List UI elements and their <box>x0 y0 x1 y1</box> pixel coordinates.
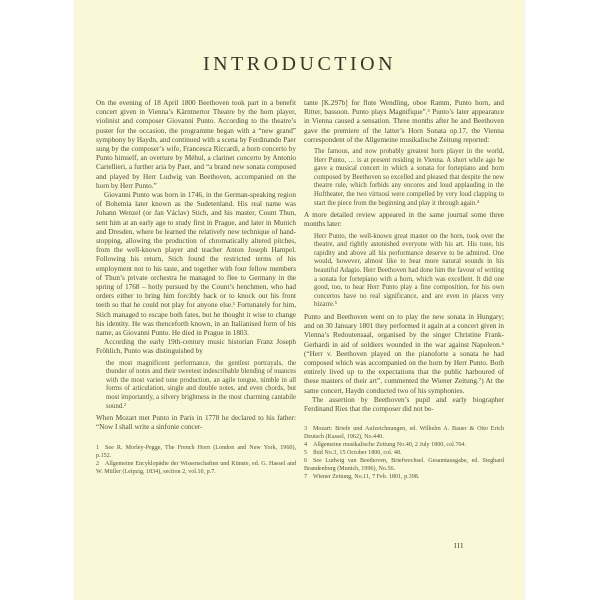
footnotes-right <box>304 425 504 481</box>
paragraph: On the evening of 18 April 1800 Beethoven took part in a benefit concert given in Vienna’s Kärntnertor Theatre by the horn player, violinist and composer Giovanni Punto. According to the theatre’s poster for the occasion, the programme began with a “new grand” symphony by Haydn, and continued with a scena by Ferdinando Paer sung by the composer’s wife, Francesca Riccardi, a horn concerto by Punto himself, an overture by Méhul, a clarinet concerto by Antonio Cartellieri, a further aria by Paer, and “a brand new sonata composed and played by Herr Ludwig van Beethoven, accompanied on the horn by Herr Punto.” <box>96 99 296 190</box>
footnote-number: 4 <box>304 442 308 449</box>
footnote-number: 7 <box>304 474 308 481</box>
footnotes-left <box>96 444 296 476</box>
footnote-item <box>304 457 504 473</box>
footnote-number: 1 <box>96 444 100 451</box>
block-quote: Herr Punto, the well-known great master on the horn, took over the theatre, and rightly astonished everyone with his art. His tone, his rapidity and above all his performance deserve to be admired. One would, however, almost like to hear more natural sounds in his beautiful Adagio. Herr Beethoven had done him the favour of writing a sonata for fortepiano with a horn, which was excellent. It did one good, too, to hear Herr Punto play a fine composition, for his own concertos have no real significance, and are even in places very bizarre.⁵ <box>314 232 504 309</box>
left-column <box>96 99 296 481</box>
paragraph: A more detailed review appeared in the same journal some three months later: <box>304 211 504 229</box>
footnote-item <box>96 460 296 476</box>
page-title: INTRODUCTION <box>202 53 397 75</box>
footnote-text: Mozart: Briefe und Aufzeichnungen, ed. Wilhelm A. Bauer & Otto Erich Deutsch (Kassel, 1962), No.440. <box>304 426 504 441</box>
footnote-item <box>96 444 296 460</box>
page-number: III <box>454 541 464 550</box>
footnote-number: 5 <box>304 450 308 457</box>
footnote-item <box>304 425 504 441</box>
footnote-number: 3 <box>304 426 308 433</box>
footnote-number: 6 <box>304 458 308 465</box>
footnote-item <box>304 441 504 449</box>
paragraph: When Mozart met Punto in Paris in 1778 he declared to his father: “Now I shall write a sinfonie concer- <box>96 414 296 432</box>
footnote-text: Ibid No.3, 15 October 1800, col. 48. <box>313 450 402 457</box>
paragraph: tante [K.297b] for flute Wendling, oboe Ramm, Punto horn, and Ritter, bassoon. Punto plays Magnifique”.³ Punto’s later appearance in Vienna caused a sensation. Three months after he and Beethoven gave the premiere of the latter’s Horn Sonata op.17, the Vienna correspondent of the Allgemeine musikalische Zeitung reported: <box>304 99 504 144</box>
block-quote: The famous, and now probably greatest horn player in the world, Herr Punto, … is at present residing in Vienna. A short while ago he gave a musical concert in which a sonata for fortepiano and horn composed by Beethoven so excelled and pleased that despite the new theatre rule, which forbids any encores and loud applauding in the Hoftheater, the two virtuosi were compelled by very loud clapping to start the piece from the beginning and play it through again.⁴ <box>314 148 504 207</box>
footnote-text: See R. Morley-Pegge, The French Horn (London and New York, 1960), p.152. <box>96 444 296 459</box>
paragraph: Giovanni Punto was born in 1746, in the German-speaking region of Bohemia later known as the Sudetenland. His real name was Johann Wenzel (or Jan Václav) Stich, and his master, Count Thun, sent him at an early age to study first in Prague, and later in Munich and Dresden, where he learned the relatively new technique of hand-stopping, allowing the production of chromatically altered pitches, from the well-known player and teacher Anton Joseph Hampel. Following his return, Stich found the restricted terms of his employment not to his taste, and together with four fellow members of Thun’s private orchestra he managed to flee to Germany in the spring of 1768 – hotly pursued by the Count’s henchmen, who had orders either to bring him forcibly back or to knock out his front teeth so that he could not play for anyone else.¹ Fortunately for him, Stich managed to escape both fates, but he thought it wise to change his identity. He was thenceforth known, in an Italianised form of his name, as Giovanni Punto. He died in Prague in 1803. <box>96 191 296 338</box>
paragraph: According the early 19th-century music historian Franz Joseph Fröhlich, Punto was distinguished by <box>96 338 296 356</box>
book-page <box>75 0 524 600</box>
footnote-text: Wiener Zeitung, No.11, 7 Feb. 1801, p.398. <box>313 474 420 481</box>
block-quote: the most magnificent performance, the gentlest portrayals, the thunder of notes and their sweetest indescribable blending of nuances with the most varied tone production, an agile tongue, nimble in all forms of articulation, single and double notes, and even chords, but most importantly, a silvery brightness in the most charming cantabile sound.² <box>106 359 296 410</box>
footnote-text: Allgemeine Encyklopädie der Wissenschaften und Künste, ed. G. Hassel and W. Müller (Leipzig, 1834), section 2, vol.10, p.7. <box>96 460 296 475</box>
paragraph: Punto and Beethoven went on to play the new sonata in Hungary; and on 30 January 1801 they performed it again at a concert given in Vienna’s Redoutensaal, organised by the singer Christine Frank-Gerhardi in aid of soldiers wounded in the war against Napoleon.⁶ (“Herr v. Beethoven played on the pianoforte a sonata he had composed which was accompanied on the horn by Herr Punto. Both entirely lived up to the expectations that the public harboured of these masters of their art”, commented the Wiener Zeitung.⁷) At the same concert, Haydn conducted two of his symphonies. <box>304 312 504 395</box>
right-column <box>304 99 504 481</box>
footnote-item <box>304 473 504 481</box>
text-columns <box>96 99 504 481</box>
footnote-text: Allgemeine musikalische Zeitung No.40, 2 July 1800, col.704. <box>313 442 466 449</box>
paragraph: The assertion by Beethoven’s pupil and early biographer Ferdinand Ries that the composer did not be- <box>304 395 504 413</box>
footnote-item <box>304 449 504 457</box>
footnote-number: 2 <box>96 460 100 467</box>
footnote-text: See Ludwig van Beethoven, Briefwechsel. Gesamtausgabe, ed. Sieghard Brandenburg (Munich, 1996), No.56. <box>304 458 504 473</box>
